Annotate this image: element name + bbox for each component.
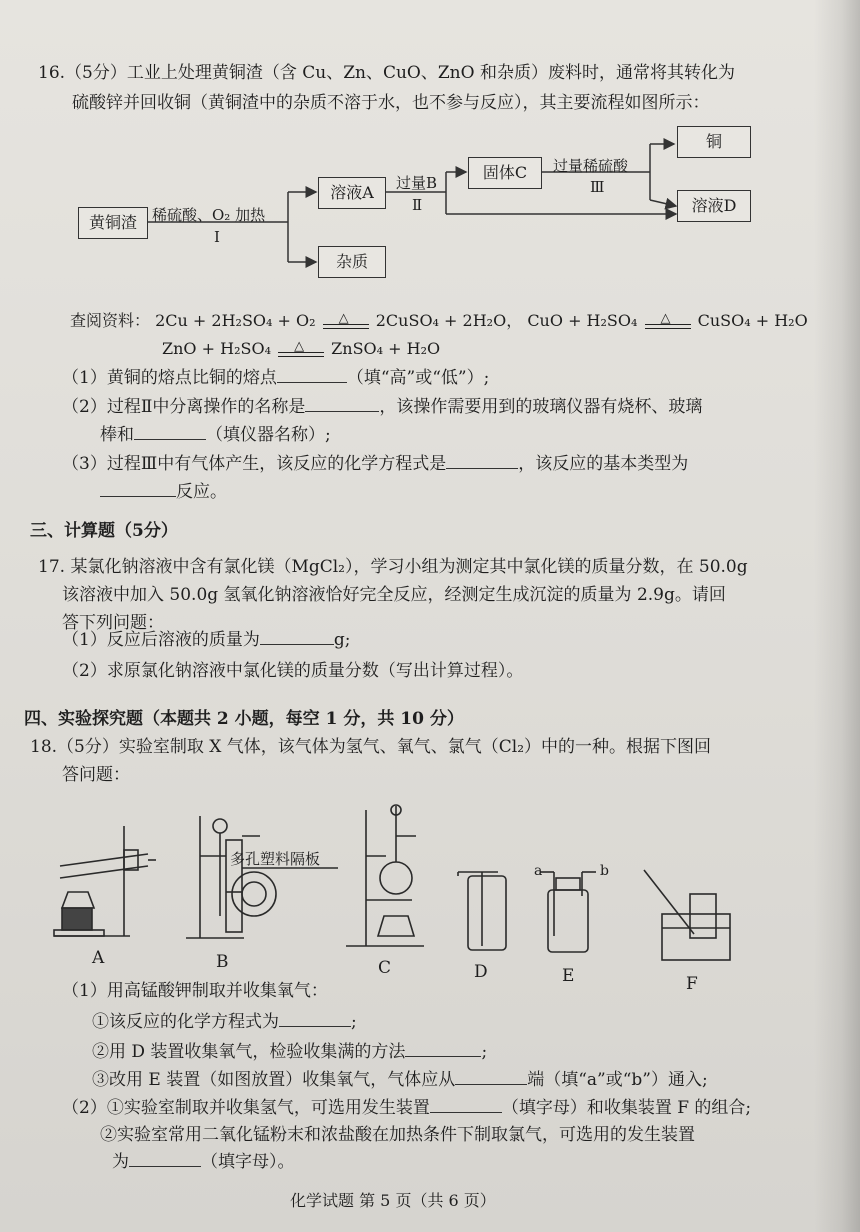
q16-sub2-text3: 棒和 — [100, 425, 134, 445]
equation1-left: 2Cu + 2H₂SO₄ + O₂ — [155, 311, 316, 330]
label-f: F — [686, 974, 698, 994]
q16-line2: 硫酸锌并回收铜（黄铜渣中的杂质不溶于水，也不参与反应），其主要流程如图所示： — [72, 93, 710, 113]
q18-part2-item3 — [112, 1150, 295, 1173]
label-c: C — [378, 958, 392, 978]
q18-p1-3-text: ③改用 E 装置（如图放置）收集氧气，气体应从 — [92, 1070, 456, 1090]
q18-part2-item1 — [62, 1096, 751, 1119]
q18-part2-item2: ②实验室常用二氧化锰粉末和浓盐酸在加热条件下制取氯气，可选用的发生装置 — [100, 1125, 695, 1145]
q17-sub1 — [62, 628, 350, 651]
answer-blank[interactable] — [134, 423, 206, 440]
label-b: B — [216, 952, 229, 972]
step3-reagent: 过量稀硫酸 — [553, 157, 629, 175]
equation3-right: ZnSO₄ + H₂O — [331, 339, 441, 358]
answer-blank[interactable] — [455, 1068, 527, 1085]
equation1-right: 2CuSO₄ + 2H₂O， — [375, 311, 523, 330]
q18-p2-1-hint: （填字母）和收集装置 F 的组合; — [501, 1098, 752, 1118]
q18-part1-item3 — [92, 1068, 708, 1091]
q16-sub2-text: （2）过程Ⅱ中分离操作的名称是 — [62, 397, 306, 417]
q18-p1-1-end: ; — [351, 1012, 357, 1032]
q16-sub1 — [62, 366, 489, 389]
box-huangtongzha: 黄铜渣 — [78, 207, 148, 239]
answer-blank[interactable] — [305, 395, 379, 412]
q16-sub1-text: （1）黄铜的熔点比铜的熔点 — [62, 368, 277, 388]
q17-line1: 17. 某氯化钠溶液中含有氯化镁（MgCl₂），学习小组为测定其中氯化镁的质量分数，在 50.0g — [38, 557, 748, 577]
equation2-left: CuO + H₂SO₄ — [527, 311, 638, 330]
answer-blank[interactable] — [405, 1040, 481, 1057]
apparatus-b — [186, 816, 338, 938]
answer-blank[interactable] — [129, 1150, 201, 1167]
box-solid-c: 固体C — [468, 157, 542, 189]
q16-sub3 — [62, 452, 688, 475]
label-e: E — [562, 966, 575, 986]
step1-reagent: 稀硫酸、O₂ 加热 — [152, 206, 266, 224]
answer-blank[interactable] — [430, 1096, 502, 1113]
q16-sub3-text: （3）过程Ⅲ中有气体产生，该反应的化学方程式是 — [62, 454, 447, 474]
q16-sub3-cont — [100, 480, 227, 503]
reference-equations-line1 — [70, 310, 808, 332]
q18-part1: （1）用高锰酸钾制取并收集氧气： — [62, 981, 328, 1001]
label-d: D — [474, 962, 488, 982]
port-b-label: b — [600, 863, 609, 879]
q18-p2-1-text: （2）①实验室制取并收集氢气，可选用发生装置 — [62, 1098, 430, 1118]
step2-reagent: 过量B — [396, 174, 438, 192]
box-copper: 铜 — [677, 126, 751, 158]
q18-p2-3-hint: （填字母）。 — [201, 1152, 295, 1172]
apparatus-c — [346, 805, 424, 946]
q16-sub2-text2: ，该操作需要用到的玻璃仪器有烧杯、玻璃 — [379, 397, 703, 417]
section4-heading: 四、实验探究题（本题共 2 小题，每空 1 分，共 10 分） — [24, 709, 464, 729]
q18-part1-item1 — [92, 1010, 357, 1033]
label-a: A — [92, 948, 105, 968]
box-impurity: 杂质 — [318, 246, 386, 278]
q17-sub1-text: （1）反应后溶液的质量为 — [62, 630, 260, 650]
box-solution-a: 溶液A — [318, 177, 386, 209]
apparatus-figure — [40, 796, 780, 986]
q18-line2: 答问题： — [62, 765, 130, 785]
q16-sub1-hint: （填“高”或“低”）; — [346, 368, 490, 388]
step1-number: Ⅰ — [214, 228, 220, 246]
q16-sub3-text2: ，该反应的基本类型为 — [518, 454, 689, 474]
q18-line1: 18.（5分）实验室制取 X 气体，该气体为氢气、氧气、氯气（Cl₂）中的一种。根据下图回 — [30, 737, 712, 757]
q18-p1-2-end: ; — [481, 1042, 488, 1062]
heat-sign-1: △ — [321, 312, 371, 332]
q16-sub2-cont — [100, 423, 331, 446]
q16-sub2-hint: （填仪器名称）; — [206, 425, 331, 445]
q16-line1: 16.（5分）工业上处理黄铜渣（含 Cu、Zn、CuO、ZnO 和杂质）废料时，通常将其转化为 — [38, 63, 735, 83]
apparatus-f — [644, 870, 730, 960]
q17-sub1-unit: g; — [333, 630, 351, 650]
port-a-label: a — [534, 863, 543, 879]
answer-blank[interactable] — [260, 628, 334, 645]
answer-blank[interactable] — [279, 1010, 351, 1027]
equation2-right: CuSO₄ + H₂O — [697, 311, 808, 330]
apparatus-a — [54, 826, 156, 936]
step2-number: Ⅱ — [412, 196, 423, 214]
heat-sign-3: △ — [276, 340, 326, 360]
box-solution-d: 溶液D — [677, 190, 751, 222]
q18-p1-1-text: ①该反应的化学方程式为 — [92, 1012, 279, 1032]
answer-blank[interactable] — [277, 366, 347, 383]
answer-blank[interactable] — [100, 480, 176, 497]
page-footer: 化学试题 第 5 页（共 6 页） — [290, 1191, 496, 1210]
apparatus-d — [458, 872, 506, 950]
apparatus-e — [540, 872, 596, 952]
equation3-left: ZnO + H₂SO₄ — [162, 339, 271, 358]
q18-p1-2-text: ②用 D 装置收集氧气，检验收集满的方法 — [92, 1042, 406, 1062]
reference-label: 查阅资料： — [70, 311, 151, 330]
step3-number: Ⅲ — [590, 178, 605, 196]
porous-plate-label: 多孔塑料隔板 — [230, 850, 321, 868]
q18-p2-3-text: 为 — [112, 1152, 129, 1172]
section3-heading: 三、计算题（5分） — [30, 521, 178, 541]
answer-blank[interactable] — [446, 452, 518, 469]
reference-equations-line2 — [162, 338, 440, 360]
q16-sub2 — [62, 395, 702, 418]
q17-line3: 答下列问题： — [62, 613, 164, 633]
heat-sign-2: △ — [643, 312, 693, 332]
q16-sub3-text3: 反应。 — [176, 482, 227, 502]
q18-part1-item2 — [92, 1040, 487, 1063]
q18-p1-3-hint: 端（填“a”或“b”）通入; — [527, 1070, 708, 1090]
q17-sub2: （2）求原氯化钠溶液中氯化镁的质量分数（写出计算过程）。 — [62, 661, 524, 681]
q17-line2: 该溶液中加入 50.0g 氢氧化钠溶液恰好完全反应，经测定生成沉淀的质量为 2.9g。请回 — [62, 585, 726, 605]
